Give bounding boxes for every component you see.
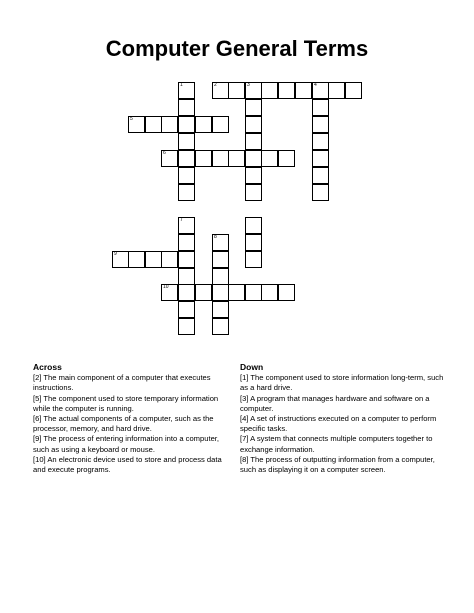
- grid-cell[interactable]: [312, 99, 329, 116]
- across-clue: [10] An electronic device used to store and process data and execute programs.: [33, 454, 222, 475]
- puzzle-title: Computer General Terms: [105, 36, 369, 61]
- grid-cell[interactable]: [212, 251, 229, 268]
- clue-number: 6: [163, 150, 166, 156]
- grid-cell[interactable]: [312, 116, 329, 133]
- grid-cell[interactable]: [345, 82, 362, 99]
- grid-cell[interactable]: [178, 217, 195, 234]
- grid-cell[interactable]: [178, 150, 195, 167]
- grid-cell[interactable]: [161, 251, 178, 268]
- grid-cell[interactable]: [178, 318, 195, 335]
- clue-number: 4: [314, 82, 317, 88]
- grid-cell[interactable]: [178, 167, 195, 184]
- grid-cell[interactable]: [245, 99, 262, 116]
- grid-cell[interactable]: [178, 268, 195, 285]
- grid-cell[interactable]: [245, 284, 262, 301]
- across-clue: [2] The main component of a computer that executes instructions.: [33, 373, 211, 393]
- grid-cell[interactable]: [245, 116, 262, 133]
- across-clues: [33, 362, 231, 475]
- grid-cell[interactable]: [212, 301, 229, 318]
- clue-number: 5: [130, 116, 133, 122]
- clue-number: 3: [247, 82, 250, 88]
- clue-number: 9: [114, 251, 117, 257]
- grid-cell[interactable]: [178, 82, 195, 99]
- grid-cell[interactable]: [312, 133, 329, 150]
- grid-cell[interactable]: [112, 251, 129, 268]
- grid-cell[interactable]: [161, 150, 178, 167]
- grid-cell[interactable]: [228, 150, 245, 167]
- grid-cell[interactable]: [128, 251, 145, 268]
- clue-number: 2: [214, 82, 217, 88]
- grid-cell[interactable]: [178, 99, 195, 116]
- grid-cell[interactable]: [212, 318, 229, 335]
- grid-cell[interactable]: [178, 116, 195, 133]
- grid-cell[interactable]: [245, 251, 262, 268]
- grid-cell[interactable]: [278, 150, 295, 167]
- clue-number: 10: [163, 284, 169, 290]
- grid-cell[interactable]: [328, 82, 345, 99]
- grid-cell[interactable]: [178, 301, 195, 318]
- clue-number: 8: [214, 234, 217, 240]
- down-clues: [240, 362, 445, 475]
- grid-cell[interactable]: [261, 82, 278, 99]
- across-clue: [5] The component used to store temporary information while the computer is running.: [33, 393, 219, 413]
- grid-cell[interactable]: [312, 82, 329, 99]
- grid-cell[interactable]: [212, 268, 229, 285]
- grid-cell[interactable]: [195, 284, 212, 301]
- grid-cell[interactable]: [128, 116, 145, 133]
- grid-cell[interactable]: [245, 150, 262, 167]
- grid-cell[interactable]: [312, 167, 329, 184]
- grid-cell[interactable]: [161, 116, 178, 133]
- grid-cell[interactable]: [212, 116, 229, 133]
- grid-cell[interactable]: [161, 284, 178, 301]
- grid-cell[interactable]: [228, 284, 245, 301]
- grid-cell[interactable]: [228, 82, 245, 99]
- grid-cell[interactable]: [178, 184, 195, 201]
- grid-cell[interactable]: [212, 150, 229, 167]
- down-clue: [4] A set of instructions executed on a computer to perform specific tasks.: [240, 414, 437, 434]
- grid-cell[interactable]: [278, 284, 295, 301]
- grid-cell[interactable]: [312, 150, 329, 167]
- down-heading: Down: [240, 362, 264, 372]
- grid-cell[interactable]: [278, 82, 295, 99]
- across-heading: Across: [33, 362, 62, 372]
- across-clue: [6] The actual components of a computer, such as the processor, memory, and hard drive.: [33, 414, 214, 434]
- down-clue: [7] A system that connects multiple computers together to exchange information.: [240, 434, 433, 454]
- grid-cell[interactable]: [295, 82, 312, 99]
- grid-cell[interactable]: [245, 167, 262, 184]
- across-clue: [9] The process of entering information into a computer, such as using a keyboard or mouse.: [33, 434, 220, 454]
- grid-cell[interactable]: [145, 251, 162, 268]
- grid-cell[interactable]: [178, 284, 195, 301]
- down-clue: [1] The component used to store information long-term, such as a hard drive.: [240, 373, 444, 393]
- grid-cell[interactable]: [245, 234, 262, 251]
- grid-cell[interactable]: [178, 133, 195, 150]
- clue-number: 7: [180, 217, 183, 223]
- grid-cell[interactable]: [212, 82, 229, 99]
- grid-cell[interactable]: [261, 284, 278, 301]
- down-clue: [3] A program that manages hardware and software on a computer.: [240, 393, 430, 413]
- grid-cell[interactable]: [195, 150, 212, 167]
- grid-cell[interactable]: [178, 251, 195, 268]
- grid-cell[interactable]: [212, 284, 229, 301]
- grid-cell[interactable]: [245, 184, 262, 201]
- grid-cell[interactable]: [195, 116, 212, 133]
- grid-cell[interactable]: [178, 234, 195, 251]
- grid-cell[interactable]: [312, 184, 329, 201]
- grid-cell[interactable]: [212, 234, 229, 251]
- grid-cell[interactable]: [145, 116, 162, 133]
- grid-cell[interactable]: [261, 150, 278, 167]
- down-clue: [8] The process of outputting information from a computer, such as displaying it on a computer screen.: [240, 454, 435, 475]
- grid-cell[interactable]: [245, 217, 262, 234]
- grid-cell[interactable]: [245, 133, 262, 150]
- clue-number: 1: [180, 82, 183, 88]
- grid-cell[interactable]: [245, 82, 262, 99]
